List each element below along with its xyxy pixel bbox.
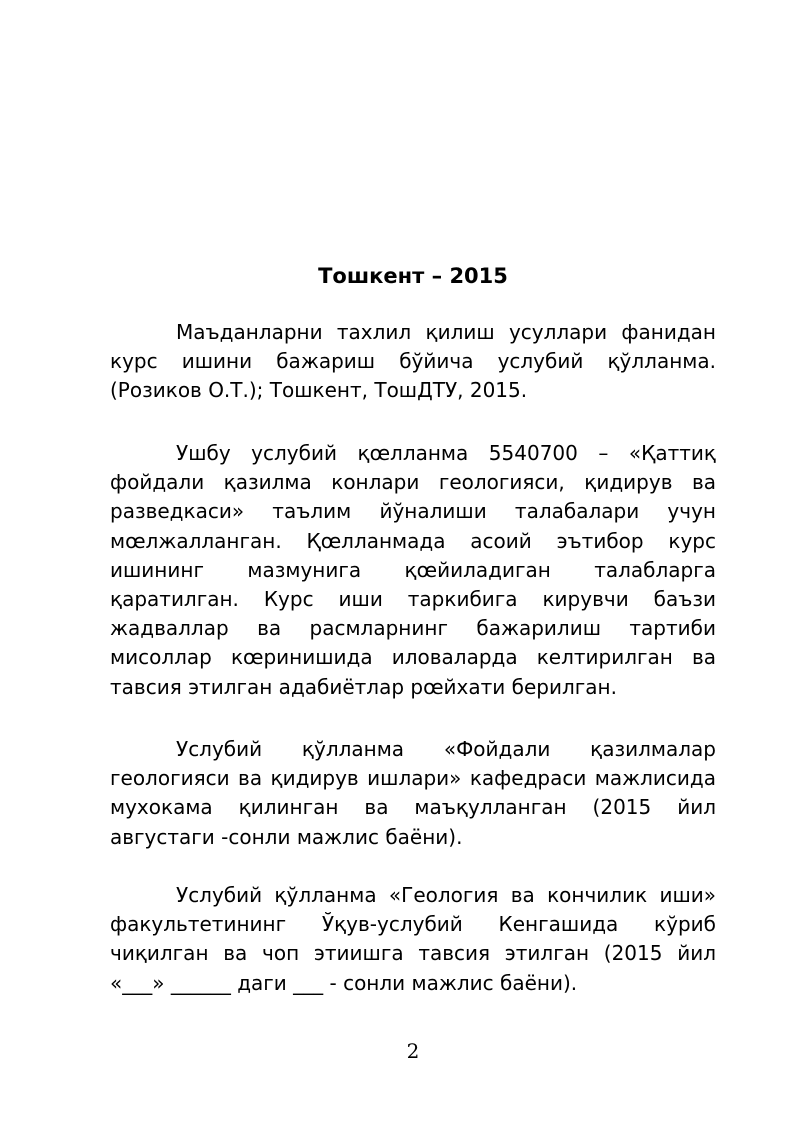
- document-heading: Тошкент – 2015: [318, 264, 508, 288]
- paragraph-faculty-approval: Услубий қўлланма «Геология ва кончилик иши» факультетининг Ўқув-услубий Кенгашида кўриб чиқилган ва чоп этиишга тавсия этилган (2015 йил «___» ______ даги ___ - сонли мажлис баёни).: [110, 883, 716, 995]
- paragraph-purpose: Ушбу услубий қœлланма 5540700 – «Қаттиқ фойдали қазилма конлари геологияси, қидирув ва разведкаси» таълим йўналиши талабалари учун мœлжалланган. Қœлланмада асоий эътибор курс ишининг мазмунига қœйиладиган талабларга қаратилган. Курс иши таркибига кирувчи баъзи жадваллар ва расмларнинг бажарилиш тартиби мисоллар кœринишида иловаларда келтирилган ва тавсия этилган адабиётлар рœйхати берилган.: [110, 441, 716, 699]
- page-number: 2: [406, 1039, 420, 1063]
- paragraph-course-description: Маъданларни тахлил қилиш усуллари фанидан курс ишини бажариш бўйича услубий қўлланма. (Розиков О.Т.); Тошкент, ТошДТУ, 2015.: [110, 320, 716, 403]
- paragraph-department-approval: Услубий қўлланма «Фойдали қазилмалар геологияси ва қидирув ишлари» кафедраси мажлисида мухокама қилинган ва маъқулланган (2015 йил августаги -сонли мажлис баёни).: [110, 737, 716, 849]
